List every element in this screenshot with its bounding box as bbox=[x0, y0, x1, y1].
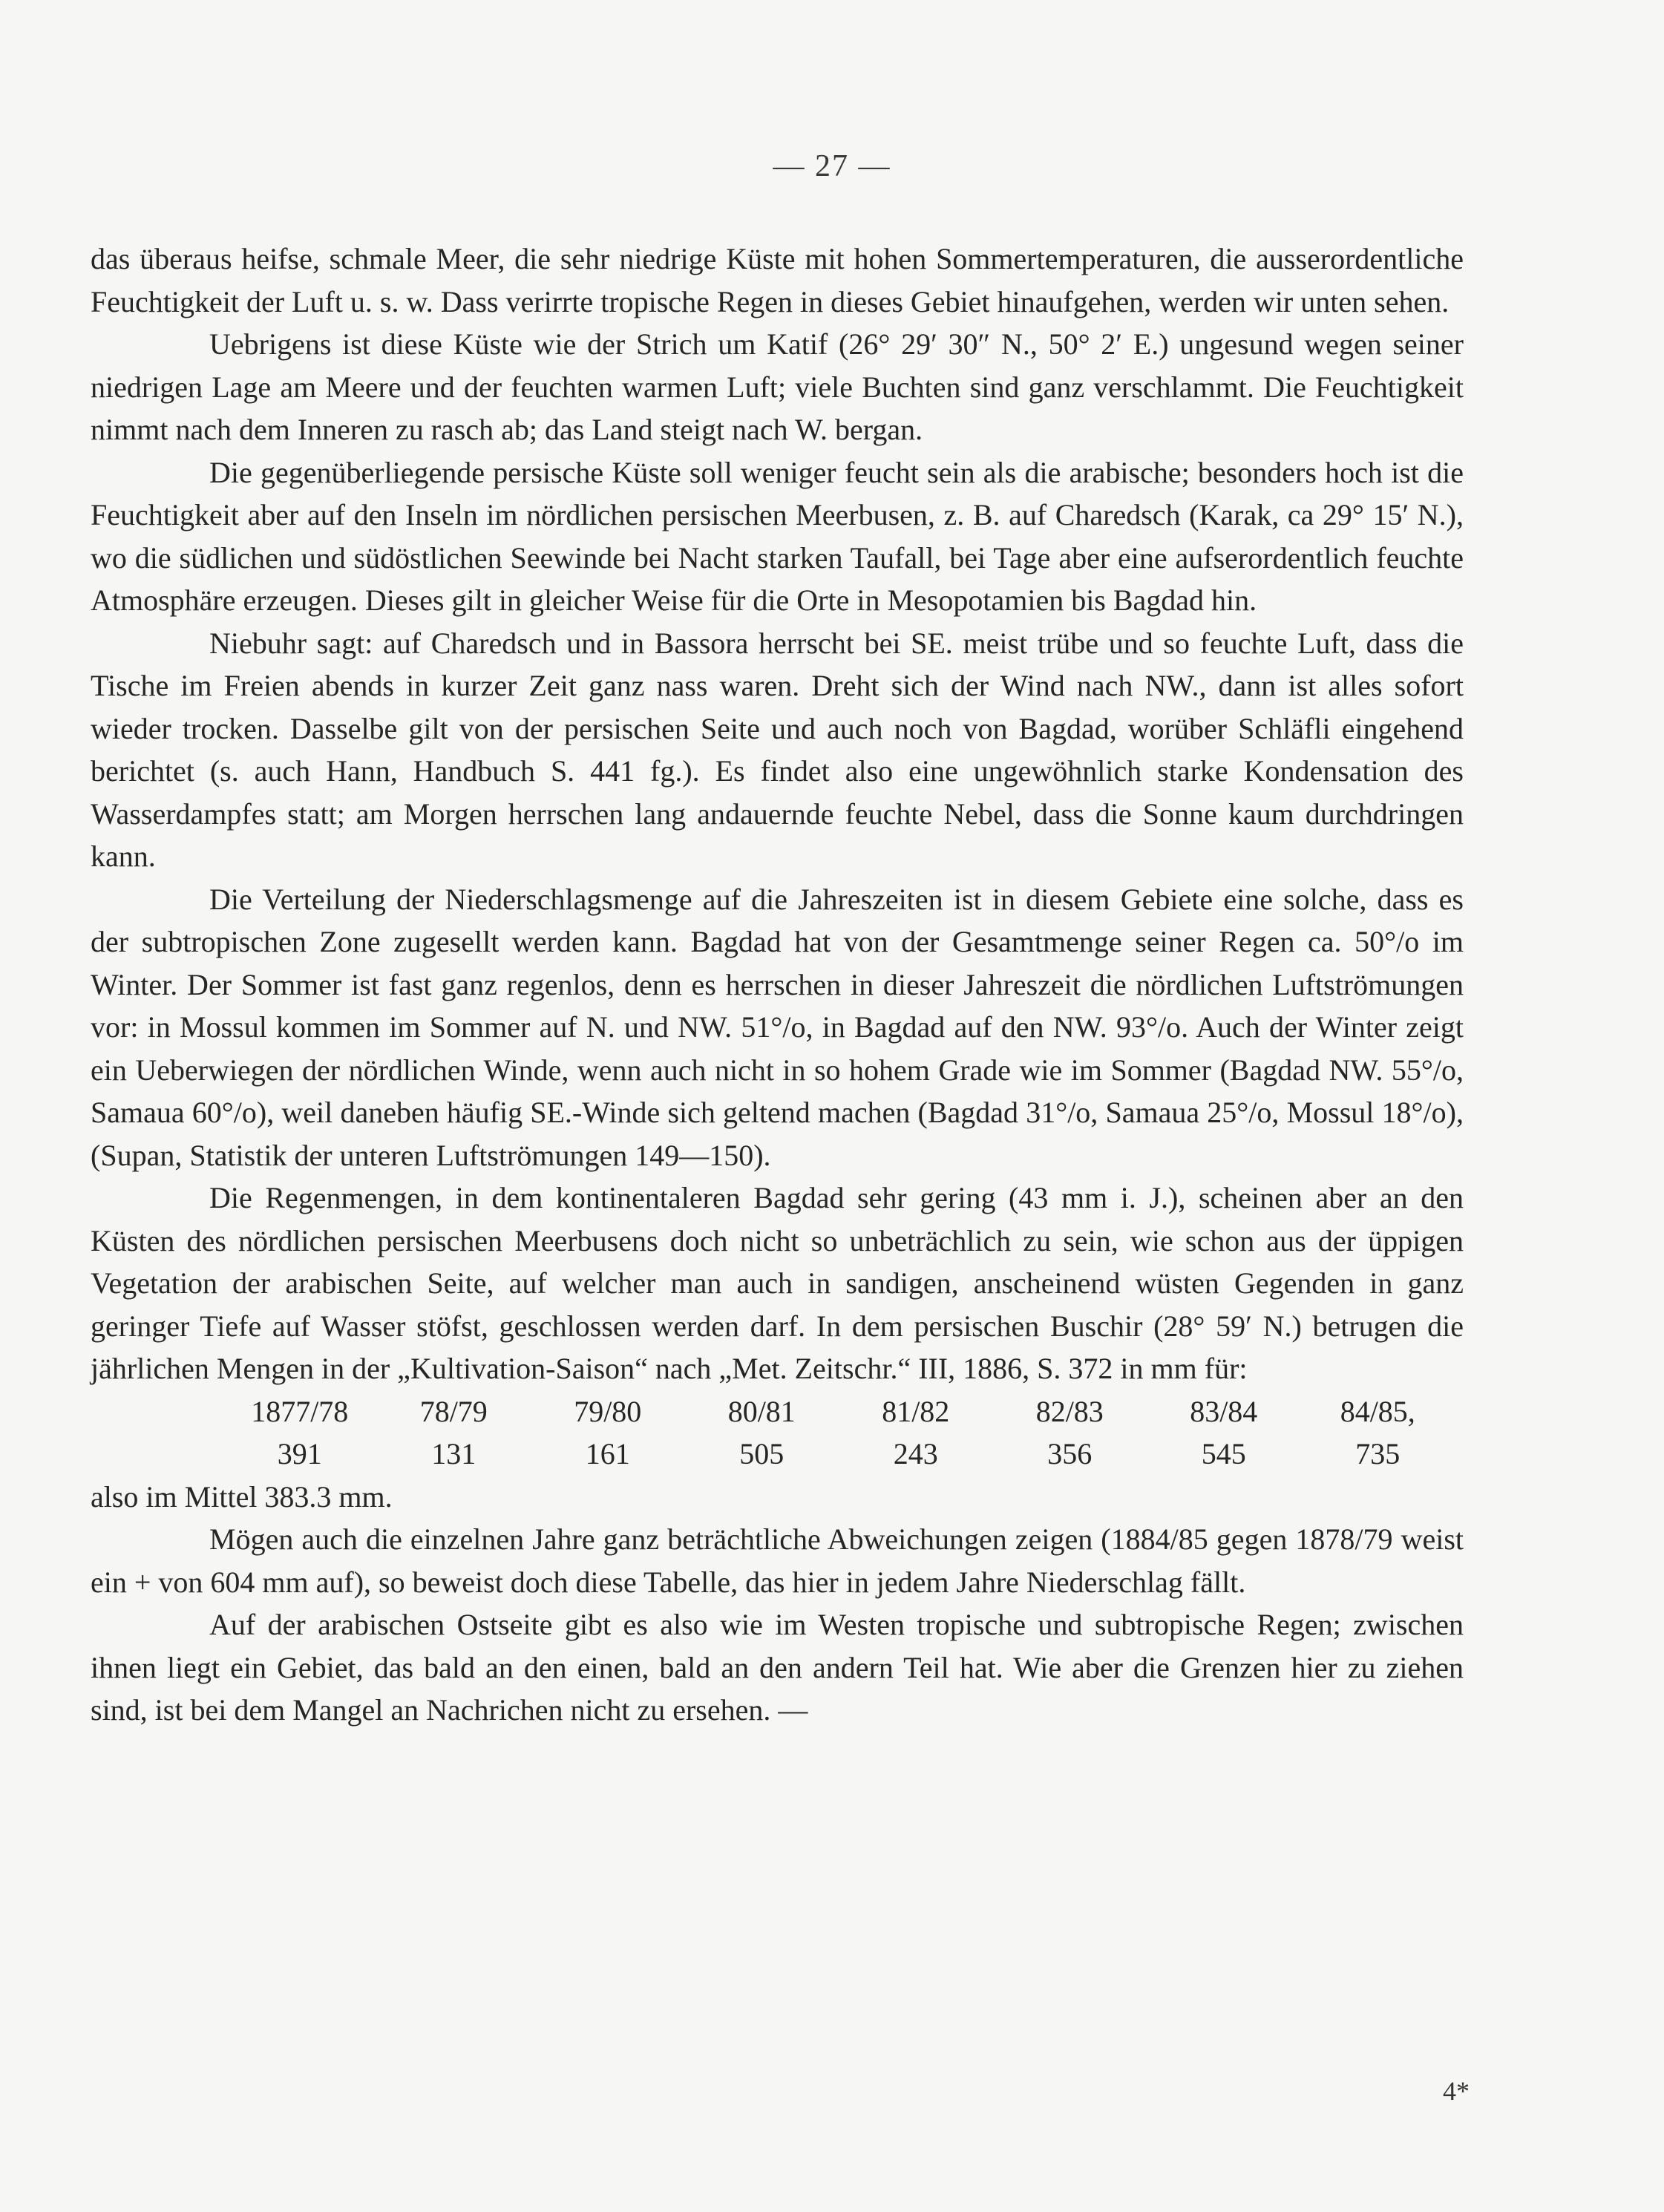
paragraph-4: Niebuhr sagt: auf Charedsch und in Bassora herrscht bei SE. meist trübe und so feuchte Luft, dass die Tische im Freien abends in kurzer Zeit ganz nass waren. Dreht sich der Wind nach NW., dann ist alles sofort wieder trocken. Dasselbe gilt von der persischen Seite und auch noch von Bagdad, worüber Schläfli eingehend berichtet (s. auch Hann, Handbuch S. 441 fg.). Es findet also eine ungewöhnlich starke Kondensation des Wasserdampfes statt; am Morgen herrschen lang andauernde feuchte Nebel, dass die Sonne kaum durchdringen kann. bbox=[91, 626, 1464, 873]
paragraph-6: Die Regenmengen, in dem kontinentaleren Bagdad sehr gering (43 mm i. J.), scheinen aber an den Küsten des nördlichen persischen Meerbusens doch nicht so unbeträchlich zu sein, wie schon aus der üppigen Vegetation der arabischen Seite, auf welcher man auch in sandigen, anscheinend wüsten Gegenden in ganz geringer Tiefe auf Wasser stöfst, geschlossen werden darf. In dem persischen Buschir (28° 59′ N.) betrugen die jährlichen Mengen in der „Kultivation-Saison“ nach „Met. Zeitschr.“ III, 1886, S. 372 in mm für: bbox=[91, 1181, 1464, 1385]
table-year: 80/81 bbox=[727, 1394, 796, 1428]
table-value: 505 bbox=[739, 1437, 784, 1470]
paragraph-7: Mögen auch die einzelnen Jahre ganz beträchtliche Abweichungen zeigen (1884/85 gegen 1878/79 weist ein + von 604 mm auf), so beweist doch diese Tabelle, das hier in jedem Jahre Niederschlag fällt. bbox=[91, 1522, 1464, 1599]
paragraph-2: Uebrigens ist diese Küste wie der Strich um Katif (26° 29′ 30″ N., 50° 2′ E.) ungesund wegen seiner niedrigen Lage am Meere und der feuchten warmen Luft; viele Buchten sind ganz verschlammt. Die Feuchtigkeit nimmt nach dem Inneren zu rasch ab; das Land steigt nach W. bergan. bbox=[91, 327, 1464, 446]
table-year: 79/80 bbox=[574, 1394, 642, 1428]
paragraph-8: Auf der arabischen Ostseite gibt es also wie im Westen tropische und subtropische Regen; zwischen ihnen liegt ein Gebiet, das bald an den einen, bald an den andern Teil hat. Wie aber die Grenzen hier zu ziehen sind, ist bei dem Mangel an Nachrichen nicht zu ersehen. — bbox=[91, 1608, 1464, 1727]
body-text bbox=[91, 238, 1464, 1732]
table-year: 81/82 bbox=[882, 1394, 950, 1428]
table-value: 356 bbox=[1047, 1437, 1093, 1470]
rain-table bbox=[223, 1390, 1455, 1476]
table-year: 78/79 bbox=[419, 1394, 488, 1428]
table-year: 82/83 bbox=[1035, 1394, 1104, 1428]
table-year: 84/85, bbox=[1340, 1394, 1415, 1428]
paragraph-1: das überaus heifse, schmale Meer, die sehr niedrige Küste mit hohen Sommertemperaturen, die ausserordentliche Feuchtigkeit der Luft u. s. w. Dass verirrte tropische Regen in dieses Gebiet hinaufgehen, werden wir unten sehen. bbox=[91, 242, 1464, 318]
paragraph-5: Die Verteilung der Niederschlagsmenge auf die Jahreszeiten ist in diesem Gebiete eine solche, dass es der subtropischen Zone zugesellt werden kann. Bagdad hat von der Gesamtmenge seiner Regen ca. 50°/o im Winter. Der Sommer ist fast ganz regenlos, denn es herrschen in dieser Jahreszeit die nördlichen Luftströmungen vor: in Mossul kommen im Sommer auf N. und NW. 51°/o, in Bagdad auf den NW. 93°/o. Auch der Winter zeigt ein Ueberwiegen der nördlichen Winde, wenn auch nicht in so hohem Grade wie im Sommer (Bagdad NW. 55°/o, Samaua 60°/o), weil daneben häufig SE.-Winde sich geltend machen (Bagdad 31°/o, Samaua 25°/o, Mossul 18°/o), (Supan, Statistik der unteren Luftströmungen 149—150). bbox=[91, 882, 1464, 1172]
table-value: 161 bbox=[585, 1437, 630, 1470]
table-value: 131 bbox=[431, 1437, 476, 1470]
mean-line: also im Mittel 383.3 mm. bbox=[91, 1479, 393, 1514]
paragraph-3: Die gegenüberliegende persische Küste soll weniger feucht sein als die arabische; besonders hoch ist die Feuchtigkeit aber auf den Inseln im nördlichen persischen Meerbusen, z. B. auf Charedsch (Karak, ca 29° 15′ N.), wo die südlichen und südöstlichen Seewinde bei Nacht starken Taufall, bei Tage aber eine aufserordentlich feuchte Atmosphäre erzeugen. Dieses gilt in gleicher Weise für die Orte in Mesopotamien bis Bagdad hin. bbox=[91, 455, 1464, 617]
table-value: 735 bbox=[1355, 1437, 1401, 1470]
table-year: 1877/78 bbox=[251, 1394, 349, 1428]
table-value: 545 bbox=[1201, 1437, 1246, 1470]
table-value: 391 bbox=[277, 1437, 322, 1470]
table-value: 243 bbox=[893, 1437, 938, 1470]
table-year: 83/84 bbox=[1190, 1394, 1258, 1428]
page-number: — 27 — bbox=[773, 149, 891, 183]
signature-mark: 4* bbox=[1443, 2076, 1470, 2106]
